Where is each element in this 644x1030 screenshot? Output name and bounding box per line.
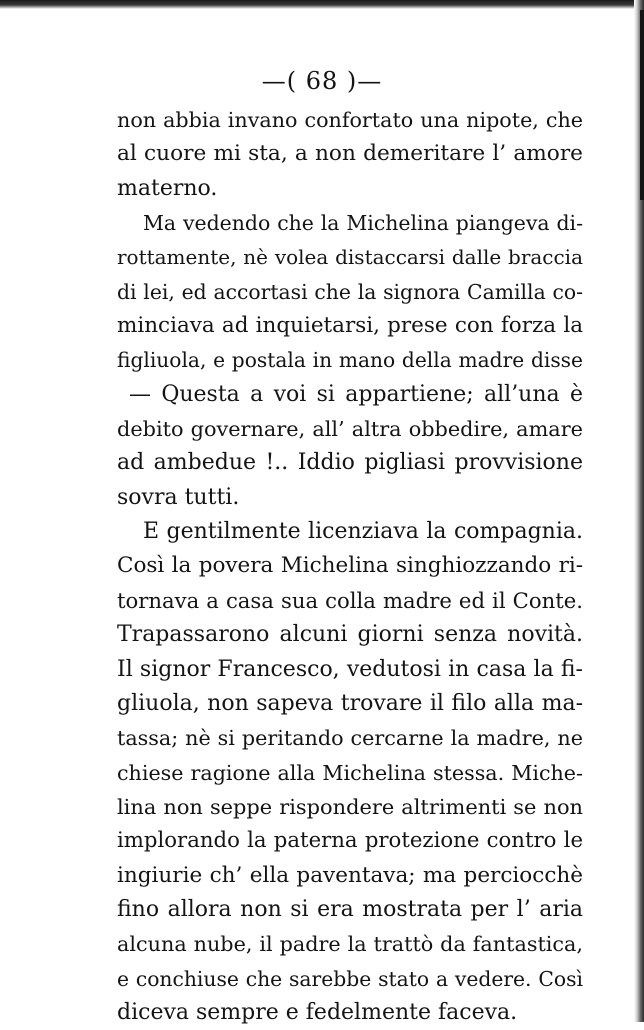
text-line: minciava ad inquietarsi, prese con forza la [117,313,583,339]
text-line: tassa; nè si peritando cercarne la madre, ne [117,726,583,751]
text-line: — Questa a voi si appartiene; all’una è [129,381,583,407]
text-line: chiese ragione alla Michelina stessa. Miche- [117,760,583,785]
text-line: diceva sempre e fedelmente faceva. [117,999,518,1025]
text-line: Ma vedendo che la Michelina piangeva di- [143,211,583,236]
text-line: alcuna nube, il padre la trattò da fantastica, [117,932,583,957]
text-line: al cuore mi sta, a non demeritare l’ amore [117,141,583,167]
text-line: Il signor Francesco, vedutosi in casa la fi- [117,656,583,682]
text-line: materno. [117,175,218,201]
body-text [117,103,583,1030]
text-line: Così la povera Michelina singhiozzando ri- [117,553,583,579]
text-line: lina non seppe rispondere altrimenti se non [117,794,583,819]
text-line: E gentilmente licenziava la compagnia. [143,519,583,545]
text-line: di lei, ed accortasi che la signora Camilla co- [117,279,583,304]
text-line: rottamente, nè volea distaccarsi dalle braccia [117,245,583,270]
text-line: non abbia invano confortato una nipote, che [117,108,583,132]
text-line: figliuola, e postala in mano della madre disse [117,348,583,373]
text-line: tornava a casa sua colla madre ed il Conte. [117,587,583,613]
scan-right-edge-dark-strip [640,10,644,200]
text-line: implorando la paterna protezione contro le [117,828,583,854]
text-line: ingiurie ch’ ella paventava; ma perciocchè [117,862,583,888]
text-line: fino allora non si era mostrata per l’ aria [117,896,583,922]
page-number-header: —( 68 )— [261,67,383,95]
text-line: ad ambedue !.. Iddio pigliasi provvisione [117,450,583,476]
text-line: sovra tutti. [117,484,240,510]
text-line: debito governare, all’ altra obbedire, amare [117,417,583,442]
text-line: Trapassarono alcuni giorni senza novità. [117,622,583,648]
text-line: e conchiuse che sarebbe stato a vedere. Così [117,966,583,991]
scan-top-edge-shadow [0,0,644,9]
text-line: gliuola, non sapeva trovare il filo alla ma- [117,690,583,716]
